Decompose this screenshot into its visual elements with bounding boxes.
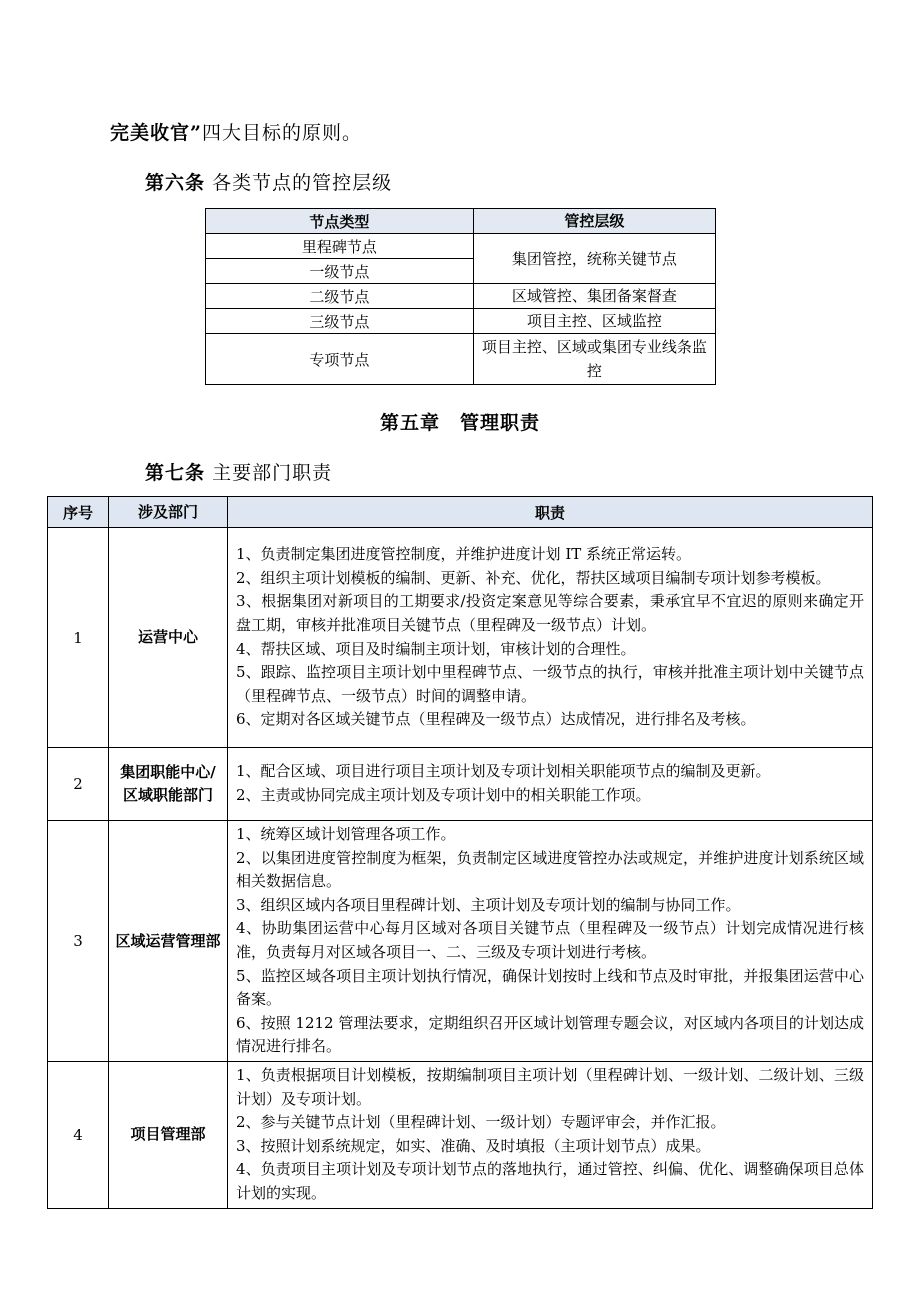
header-node-type: 节点类型: [206, 209, 474, 234]
intro-rest: 四大目标的原则。: [201, 122, 362, 144]
row-duties: [228, 748, 873, 821]
row-no: 1: [48, 528, 109, 748]
table-row: [48, 748, 873, 821]
intro-line: [110, 118, 362, 145]
control-level-cell: 集团管控，统称关键节点: [473, 234, 715, 284]
row-dept: 项目管理部: [109, 1062, 228, 1209]
chapter-title: 第五章 管理职责: [379, 412, 540, 434]
node-type-cell: 专项节点: [206, 334, 474, 385]
article-7-label: 第七条: [145, 462, 206, 484]
row-duties: [228, 1062, 873, 1209]
duty-item: 3、组织区域内各项目里程碑计划、主项计划及专项计划的编制与协同工作。: [236, 895, 741, 914]
article-6-label: 第六条: [145, 172, 206, 194]
table-row: [48, 821, 873, 1062]
table-row: [206, 284, 716, 309]
duty-item: 5、跟踪、监控项目主项计划中里程碑节点、一级节点的执行，审核并批准主项计划中关键节点（里程碑节点、一级节点）时间的调整申请。: [236, 663, 864, 705]
header-control-level: 管控层级: [473, 209, 715, 234]
node-type-cell: 三级节点: [206, 309, 474, 334]
table-row: [206, 334, 716, 385]
row-duties: [228, 528, 873, 748]
intro-bold: 完美收官”: [110, 122, 202, 144]
table-row: [48, 1062, 873, 1209]
table-row: [206, 309, 716, 334]
duty-item: 4、负责项目主项计划及专项计划节点的落地执行，通过管控、纠偏、优化、调整确保项目总体计划的实现。: [236, 1160, 864, 1202]
duty-item: 4、帮扶区域、项目及时编制主项计划，审核计划的合理性。: [236, 639, 636, 658]
row-no: 4: [48, 1062, 109, 1209]
control-level-cell: 区域管控、集团备案督查: [473, 284, 715, 309]
duty-item: 3、按照计划系统规定，如实、准确、及时填报（主项计划节点）成果。: [236, 1136, 711, 1155]
table-header-row: [48, 497, 873, 528]
row-no: 3: [48, 821, 109, 1062]
duty-item: 2、参与关键节点计划（里程碑计划、一级计划）专题评审会，并作汇报。: [236, 1113, 726, 1132]
duty-item: 1、统筹区域计划管理各项工作。: [236, 825, 456, 844]
row-no: 2: [48, 748, 109, 821]
duty-item: 2、组织主项计划模板的编制、更新、补充、优化，帮扶区域项目编制专项计划参考模板。: [236, 568, 831, 587]
row-dept: 区域运营管理部: [109, 821, 228, 1062]
duty-item: 6、定期对各区域关键节点（里程碑及一级节点）达成情况，进行排名及考核。: [236, 710, 756, 729]
row-duties: [228, 821, 873, 1062]
node-control-table: [205, 208, 716, 385]
duty-item: 2、以集团进度管控制度为框架，负责制定区域进度管控办法或规定，并维护进度计划系统区域相关数据信息。: [236, 848, 864, 891]
duty-item: 5、监控区域各项目主项计划执行情况，确保计划按时上线和节点及时审批，并报集团运营中心备案。: [236, 966, 864, 1009]
table-row: [206, 234, 716, 259]
duty-item: 1、配合区域、项目进行项目主项计划及专项计划相关职能项节点的编制及更新。: [236, 762, 771, 781]
header-dept: 涉及部门: [109, 497, 228, 528]
node-type-cell: 二级节点: [206, 284, 474, 309]
duty-item: 1、负责制定集团进度管控制度，并维护进度计划 IT 系统正常运转。: [236, 545, 692, 564]
article-7-title: 主要部门职责: [212, 462, 333, 484]
row-dept: 集团职能中心/区域职能部门: [109, 748, 228, 821]
node-type-cell: 一级节点: [206, 259, 474, 284]
duty-item: 2、主责或协同完成主项计划及专项计划中的相关职能工作项。: [236, 786, 651, 804]
article-6-title: 各类节点的管控层级: [212, 172, 393, 194]
article-7-heading: [145, 458, 332, 485]
control-level-cell: 项目主控、区域或集团专业线条监控: [473, 334, 715, 385]
row-dept: 运营中心: [109, 528, 228, 748]
header-duty: 职责: [228, 497, 873, 528]
control-level-cell: 项目主控、区域监控: [473, 309, 715, 334]
article-6-heading: [145, 168, 392, 195]
table-row: [48, 528, 873, 748]
duty-item: 6、按照 1212 管理法要求，定期组织召开区域计划管理专题会议，对区域内各项目的计划达成情况进行排名。: [236, 1013, 864, 1056]
node-type-cell: 里程碑节点: [206, 234, 474, 259]
department-duty-table: [47, 496, 873, 1209]
header-no: 序号: [48, 497, 109, 528]
duty-item: 1、负责根据项目计划模板，按期编制项目主项计划（里程碑计划、一级计划、二级计划、三级计划）及专项计划。: [236, 1066, 864, 1108]
table-header-row: [206, 209, 716, 234]
duty-item: 3、根据集团对新项目的工期要求/投资定案意见等综合要素，秉承宜早不宜迟的原则来确定开盘工期，审核并批准项目关键节点（里程碑及一级节点）计划。: [236, 592, 864, 634]
duty-item: 4、协助集团运营中心每月区域对各项目关键节点（里程碑及一级节点）计划完成情况进行核准，负责每月对区域各项目一、二、三级及专项计划进行考核。: [236, 919, 864, 961]
